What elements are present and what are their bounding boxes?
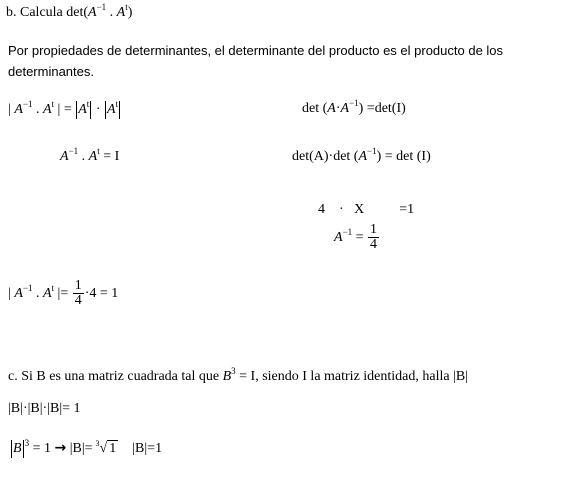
matrix-a: A <box>60 149 69 164</box>
matrix-a: A <box>340 101 350 116</box>
matrix-a: A <box>14 286 23 301</box>
superscript-inverse: −1 <box>367 146 377 156</box>
matrix-a: A <box>88 149 98 164</box>
product-result: ·4 = 1 <box>84 286 119 301</box>
fraction-numerator: 1 <box>370 222 378 238</box>
det-prefix: det ( <box>302 101 328 116</box>
part-c-result <box>10 440 162 458</box>
superscript-cube: 3 <box>24 438 30 449</box>
dot: . <box>32 102 43 118</box>
left-equation-3 <box>8 274 118 314</box>
final-result: |B|=1 <box>118 441 163 457</box>
matrix-a: A <box>106 102 116 118</box>
right-arrow-icon: → <box>54 440 67 457</box>
equals-one: = 1 <box>29 441 55 457</box>
root-index: 3 <box>95 439 100 449</box>
superscript-transpose: t <box>86 99 90 110</box>
det-suffix: ) =det(I) <box>358 101 406 116</box>
abs-bar <box>11 440 12 458</box>
matrix-a: A <box>14 102 23 118</box>
det-suffix: ) = det (I) <box>376 149 431 164</box>
superscript-transpose: t <box>125 2 128 12</box>
right-equation-1 <box>302 98 406 117</box>
dot: · <box>335 101 341 116</box>
abs-bar <box>105 101 106 119</box>
superscript-inverse: −1 <box>349 98 359 108</box>
abs-bar <box>23 440 24 458</box>
right-equation-2 <box>292 146 431 165</box>
cube-root: $^3$√ 1 <box>95 439 117 457</box>
statement-suffix: = I, siendo I la matriz identidad, halla |B| <box>235 369 469 384</box>
matrix-a: A <box>116 5 126 20</box>
fraction-one-quarter <box>73 279 84 308</box>
part-c-product <box>8 401 81 417</box>
part-c-statement <box>8 366 469 385</box>
equals: |= <box>54 286 72 301</box>
product-equation: 4 · X =1 <box>318 202 415 217</box>
root-radicand: 1 <box>109 441 117 457</box>
matrix-a: A <box>42 102 52 118</box>
heading-text: b. Calcula det( <box>6 5 89 20</box>
fraction-numerator: 1 <box>74 278 82 294</box>
product-line: |B|·|B|·|B|= 1 <box>8 401 81 416</box>
matrix-a: A <box>78 102 87 118</box>
superscript-transpose: t <box>51 283 55 293</box>
superscript-inverse: −1 <box>96 2 107 12</box>
matrix-a: A <box>327 101 336 116</box>
matrix-b: B <box>222 369 232 384</box>
fraction-one-quarter <box>368 223 379 252</box>
superscript-transpose: t <box>97 146 100 156</box>
abs-bar <box>90 101 91 119</box>
right-equation-3 <box>311 186 414 218</box>
matrix-a: A <box>334 230 343 245</box>
left-equation-2 <box>60 146 120 165</box>
matrix-b: B <box>13 441 22 457</box>
dot: . <box>78 149 89 164</box>
part-b-heading: b. Calcula $\det(A^{-1}$ . $A^t$) <box>6 2 133 20</box>
statement-prefix: c. Si B es una matriz cuadrada tal que <box>8 369 223 384</box>
superscript-inverse: −1 <box>68 146 79 156</box>
equals-identity: = I <box>99 149 120 164</box>
abs-b-equals: |B|= <box>66 441 93 457</box>
matrix-a: A <box>42 286 52 301</box>
abs-bar <box>119 101 120 119</box>
equals: | = <box>54 102 76 118</box>
bar-open: | <box>8 102 15 118</box>
superscript-transpose: t <box>115 99 119 110</box>
superscript-transpose: t <box>51 99 55 110</box>
matrix-a: A <box>358 149 368 164</box>
matrix-a: A <box>88 5 97 20</box>
left-equation-1: | $A^{-1}$ . $A^t$ | = $A^t \cdot A^t$ <box>8 99 119 118</box>
bar-open: | <box>8 286 15 301</box>
fraction-denominator: 4 <box>74 293 82 309</box>
explanation-text: Por propiedades de determinantes, el determinante del producto es el producto de los determinantes. <box>8 43 504 79</box>
dot: . <box>32 286 43 301</box>
superscript-inverse: −1 <box>342 227 353 237</box>
fraction-denominator: 4 <box>370 237 378 253</box>
explanation-paragraph <box>8 40 548 82</box>
superscript-cube: 3 <box>231 366 236 376</box>
superscript-inverse: −1 <box>22 283 33 293</box>
right-equation-4 <box>334 218 380 258</box>
superscript-inverse: −1 <box>22 99 33 110</box>
equals: = <box>352 230 368 245</box>
det-prefix: det(A)·det ( <box>292 149 359 164</box>
